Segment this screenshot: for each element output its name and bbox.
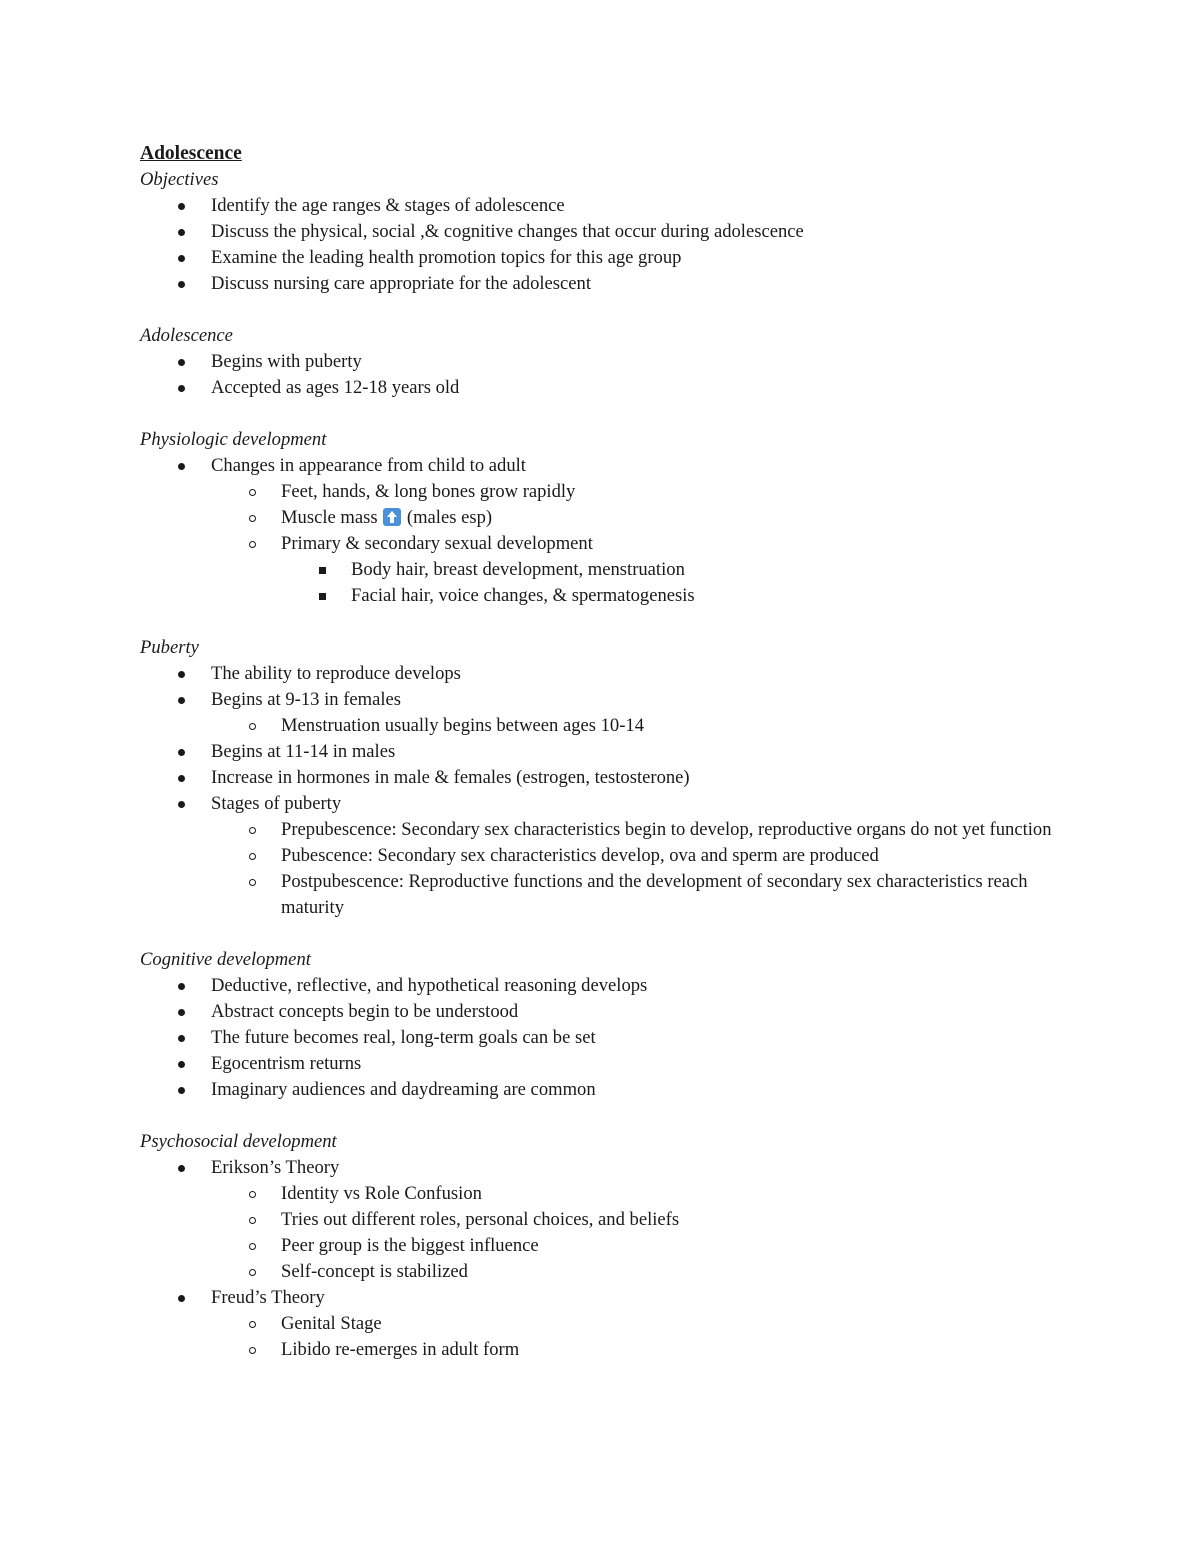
- list-item: [140, 271, 1060, 297]
- list-item: [140, 687, 1060, 713]
- bullet-disc-icon: [177, 453, 187, 479]
- list-item: [140, 843, 1060, 869]
- bullet-list: [140, 453, 1060, 609]
- bullet-disc-icon: [177, 1285, 187, 1311]
- section-heading: Objectives: [140, 169, 219, 190]
- list-item: [140, 375, 1060, 401]
- bullet-disc-icon: [177, 1025, 187, 1051]
- list-item-text: Begins with puberty: [211, 351, 362, 372]
- bullet-circle-icon: [248, 531, 258, 557]
- list-item-text: [281, 507, 492, 528]
- list-item-text: The future becomes real, long-term goals can be set: [211, 1027, 596, 1048]
- section-adolescence: [140, 323, 1060, 401]
- document-page: [140, 141, 1060, 1363]
- list-item-text: Primary & secondary sexual development: [281, 533, 593, 554]
- list-item-text: Pubescence: Secondary sex characteristics develop, ova and sperm are produced: [281, 845, 879, 866]
- bullet-circle-icon: [248, 1259, 258, 1285]
- list-item-text-part: (males esp): [402, 507, 493, 528]
- bullet-disc-icon: [177, 1051, 187, 1077]
- list-item: [140, 583, 1060, 609]
- bullet-list: [140, 973, 1060, 1103]
- bullet-disc-icon: [177, 687, 187, 713]
- list-item: [140, 1337, 1060, 1363]
- list-item-text: Tries out different roles, personal choices, and beliefs: [281, 1209, 680, 1230]
- section-heading: Physiologic development: [140, 429, 327, 450]
- list-item-text: Discuss nursing care appropriate for the adolescent: [211, 273, 592, 294]
- list-item: [140, 531, 1060, 557]
- list-item-text: Feet, hands, & long bones grow rapidly: [281, 481, 576, 502]
- list-item: [140, 505, 1060, 531]
- list-item-text: Begins at 9-13 in females: [211, 689, 402, 710]
- list-item: [140, 219, 1060, 245]
- list-item: [140, 739, 1060, 765]
- list-item-text: Self-concept is stabilized: [281, 1261, 468, 1282]
- section-cognitive-development: [140, 947, 1060, 1103]
- list-item: [140, 479, 1060, 505]
- list-item: [140, 1051, 1060, 1077]
- list-item: [140, 245, 1060, 271]
- bullet-circle-icon: [248, 505, 258, 531]
- list-item: [140, 1259, 1060, 1285]
- bullet-circle-icon: [248, 1207, 258, 1233]
- bullet-disc-icon: [177, 791, 187, 817]
- list-item: [140, 973, 1060, 999]
- section-heading: Cognitive development: [140, 949, 311, 970]
- bullet-circle-icon: [248, 1337, 258, 1363]
- list-item-text: Imaginary audiences and daydreaming are common: [211, 1079, 596, 1100]
- section-psychosocial-development: [140, 1129, 1060, 1363]
- bullet-disc-icon: [177, 765, 187, 791]
- bullet-disc-icon: [177, 661, 187, 687]
- section-heading: Adolescence: [140, 325, 233, 346]
- list-item: [140, 817, 1060, 843]
- bullet-circle-icon: [248, 817, 258, 843]
- list-item: [140, 1311, 1060, 1337]
- list-item-text: Prepubescence: Secondary sex characteristics begin to develop, reproductive organs do not yet function: [281, 819, 1052, 840]
- section-physiologic-development: [140, 427, 1060, 609]
- list-item-text: Genital Stage: [281, 1313, 382, 1334]
- bullet-disc-icon: [177, 193, 187, 219]
- list-item: [140, 869, 1060, 921]
- section-heading: Psychosocial development: [140, 1131, 337, 1152]
- list-item-text: Peer group is the biggest influence: [281, 1235, 539, 1256]
- bullet-disc-icon: [177, 219, 187, 245]
- bullet-disc-icon: [177, 349, 187, 375]
- list-item-text: Menstruation usually begins between ages 10-14: [281, 715, 645, 736]
- bullet-disc-icon: [177, 271, 187, 297]
- list-item: [140, 765, 1060, 791]
- up-arrow-icon: [383, 508, 401, 526]
- list-item: [140, 557, 1060, 583]
- list-item-text: Identity vs Role Confusion: [281, 1183, 482, 1204]
- list-item-text: Deductive, reflective, and hypothetical reasoning develops: [211, 975, 648, 996]
- bullet-circle-icon: [248, 843, 258, 869]
- list-item: [140, 713, 1060, 739]
- list-item-text: Examine the leading health promotion topics for this age group: [211, 247, 682, 268]
- list-item-text: Libido re-emerges in adult form: [281, 1339, 520, 1360]
- list-item: [140, 1155, 1060, 1181]
- list-item-text: Increase in hormones in male & females (estrogen, testosterone): [211, 767, 690, 788]
- list-item-text: Identify the age ranges & stages of adolescence: [211, 195, 565, 216]
- document-title: Adolescence: [140, 143, 242, 164]
- bullet-list: [140, 193, 1060, 297]
- bullet-disc-icon: [177, 973, 187, 999]
- bullet-disc-icon: [177, 999, 187, 1025]
- bullet-disc-icon: [177, 1155, 187, 1181]
- list-item: [140, 193, 1060, 219]
- list-item: [140, 661, 1060, 687]
- list-item-text: Facial hair, voice changes, & spermatogenesis: [351, 585, 695, 606]
- list-item-text: The ability to reproduce develops: [211, 663, 461, 684]
- bullet-circle-icon: [248, 713, 258, 739]
- list-item-text-part: Muscle mass: [281, 507, 383, 528]
- bullet-circle-icon: [248, 479, 258, 505]
- bullet-disc-icon: [177, 739, 187, 765]
- bullet-circle-icon: [248, 869, 258, 895]
- list-item: [140, 1181, 1060, 1207]
- list-item-text: Stages of puberty: [211, 793, 342, 814]
- bullet-square-icon: [318, 557, 328, 583]
- list-item-text: Changes in appearance from child to adult: [211, 455, 526, 476]
- list-item: [140, 791, 1060, 817]
- bullet-list: [140, 349, 1060, 401]
- bullet-circle-icon: [248, 1233, 258, 1259]
- list-item: [140, 1233, 1060, 1259]
- list-item-text: Body hair, breast development, menstruation: [351, 559, 685, 580]
- bullet-list: [140, 661, 1060, 921]
- list-item: [140, 999, 1060, 1025]
- list-item: [140, 1207, 1060, 1233]
- list-item: [140, 1285, 1060, 1311]
- bullet-square-icon: [318, 583, 328, 609]
- list-item: [140, 349, 1060, 375]
- bullet-disc-icon: [177, 1077, 187, 1103]
- list-item-text: Freud’s Theory: [211, 1287, 325, 1308]
- bullet-list: [140, 1155, 1060, 1363]
- list-item-text: Abstract concepts begin to be understood: [211, 1001, 519, 1022]
- list-item: [140, 453, 1060, 479]
- list-item-text: Begins at 11-14 in males: [211, 741, 396, 762]
- bullet-disc-icon: [177, 375, 187, 401]
- list-item-text: Discuss the physical, social ,& cognitive changes that occur during adolescence: [211, 221, 804, 242]
- list-item: [140, 1025, 1060, 1051]
- list-item-text: Erikson’s Theory: [211, 1157, 340, 1178]
- bullet-circle-icon: [248, 1311, 258, 1337]
- bullet-circle-icon: [248, 1181, 258, 1207]
- section-objectives: [140, 167, 1060, 297]
- section-heading: Puberty: [140, 637, 199, 658]
- list-item-text: Egocentrism returns: [211, 1053, 362, 1074]
- bullet-disc-icon: [177, 245, 187, 271]
- section-puberty: [140, 635, 1060, 921]
- list-item-text: Postpubescence: Reproductive functions and the development of secondary sex characteristics reach maturity: [281, 871, 1028, 918]
- list-item: [140, 1077, 1060, 1103]
- list-item-text: Accepted as ages 12-18 years old: [211, 377, 460, 398]
